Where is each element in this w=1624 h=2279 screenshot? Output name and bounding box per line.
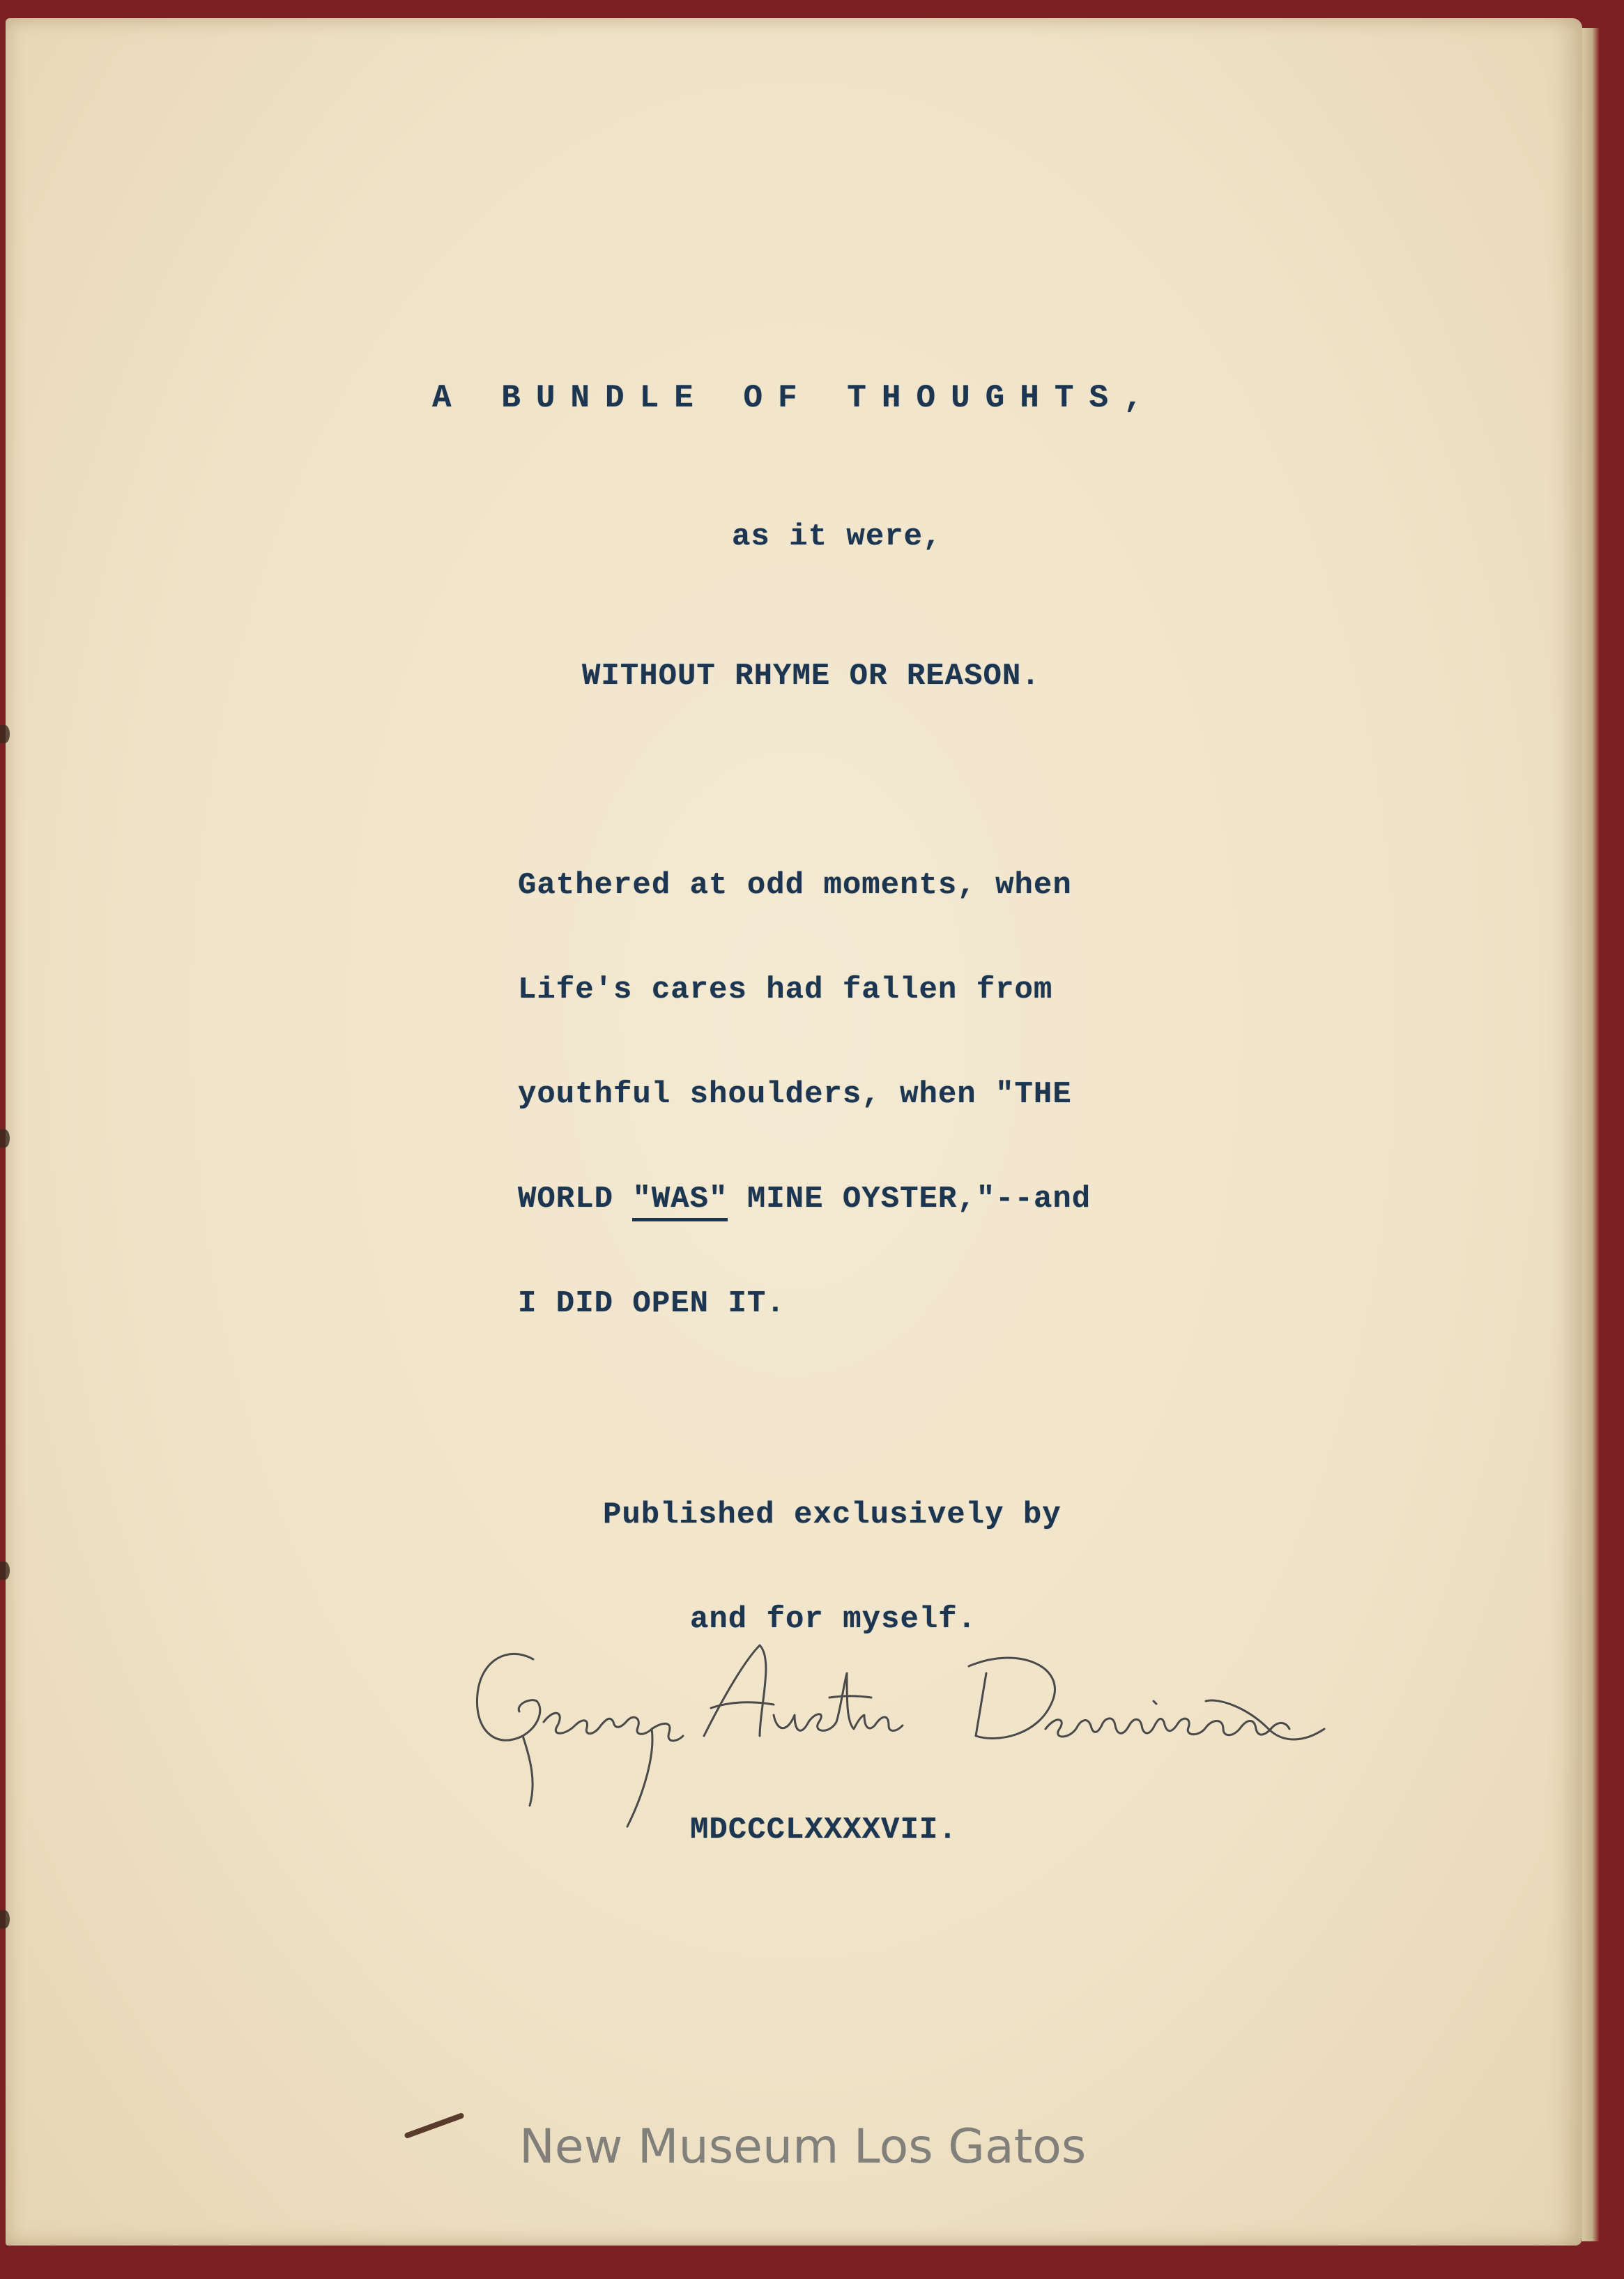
handwritten-signature (467, 1631, 1394, 1840)
binding-hole (0, 1562, 10, 1580)
subtitle-line-1: as it were, (732, 519, 942, 554)
paragraph-line-4 (518, 1182, 1091, 1217)
binding-hole (0, 725, 10, 743)
page-title: A BUNDLE OF THOUGHTS, (432, 380, 1158, 416)
watermark: New Museum Los Gatos (519, 2119, 1087, 2174)
publisher-line-1: Published exclusively by (603, 1497, 1062, 1532)
paragraph-line-3: youthful shoulders, when "THE (518, 1077, 1072, 1112)
paragraph-line-5: I DID OPEN IT. (518, 1286, 786, 1321)
page-edge (1582, 28, 1599, 2241)
binding-hole (0, 1910, 10, 1928)
binding-hole (0, 1129, 10, 1148)
publisher-line-2: and for myself. (690, 1602, 977, 1637)
publication-date: MDCCCLXXXXVII. (690, 1813, 958, 1847)
underlined-emphasis: "WAS" (632, 1182, 728, 1221)
paragraph-line-4-pre: WORLD (518, 1182, 633, 1217)
subtitle-line-2: WITHOUT RHYME OR REASON. (582, 659, 1041, 694)
book-page (6, 18, 1582, 2246)
paragraph-line-1: Gathered at odd moments, when (518, 868, 1072, 903)
paragraph-line-2: Life's cares had fallen from (518, 973, 1053, 1007)
paragraph-line-4-post: MINE OYSTER,"--and (728, 1182, 1091, 1217)
